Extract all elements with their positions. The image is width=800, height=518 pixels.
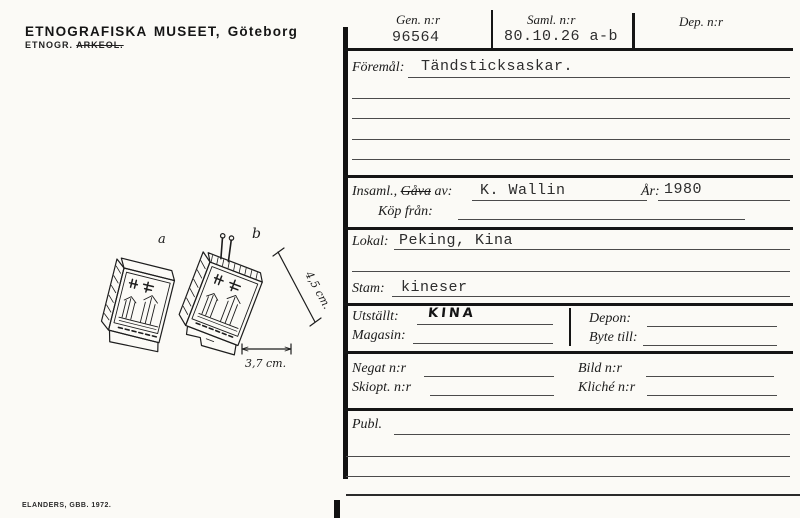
- depon-label: Depon:: [589, 311, 631, 326]
- section-separator: [344, 227, 793, 230]
- matchbox-a-sketch: [97, 257, 177, 354]
- utstallt-label: Utställt:: [352, 309, 399, 324]
- magasin-rule: [413, 343, 553, 344]
- section-separator: [344, 351, 793, 354]
- section-separator: [344, 408, 793, 411]
- blank-rule: [352, 98, 790, 99]
- byte-till-label: Byte till:: [589, 330, 638, 345]
- gen-nr-label: Gen. n:r: [396, 12, 441, 27]
- museum-title: ETNOGRAFISKA MUSEET, Göteborg: [25, 24, 299, 39]
- department-struck-text: ARKEOL.: [76, 40, 124, 50]
- byte-till-rule: [643, 345, 777, 346]
- department-prefix: ETNOGR.: [25, 40, 74, 50]
- blank-rule: [352, 271, 790, 272]
- matchbox-b-label: b: [252, 226, 261, 242]
- stam-rule: [392, 296, 790, 297]
- negat-nr-label: Negat n:r: [352, 361, 407, 376]
- bottom-edge-line: [346, 494, 800, 496]
- insaml-value: K. Wallin: [480, 182, 566, 199]
- printer-mark: ELANDERS, GBB. 1972.: [22, 502, 112, 509]
- dimension-height-label: 4,5 cm.: [302, 269, 334, 312]
- dimension-width-line: [242, 344, 291, 354]
- negat-nr-rule: [424, 376, 554, 377]
- blank-rule: [352, 159, 790, 160]
- blank-rule: [352, 139, 790, 140]
- kliche-nr-label: Kliché n:r: [578, 380, 636, 395]
- insaml-label-struck: Gåva: [400, 184, 431, 199]
- bild-nr-rule: [646, 376, 774, 377]
- ar-rule: [658, 200, 790, 201]
- skiopt-nr-label: Skiopt. n:r: [352, 380, 412, 395]
- header-divider-1: [491, 10, 493, 48]
- matchbox-sketch: [92, 222, 337, 377]
- gen-nr-value: 96564: [392, 29, 440, 46]
- dep-nr-label: Dep. n:r: [679, 14, 724, 29]
- depon-rule: [647, 326, 777, 327]
- blank-rule: [346, 476, 790, 477]
- dimension-width-label: 3,7 cm.: [245, 357, 287, 370]
- card-left-border: [343, 27, 348, 479]
- blank-rule: [352, 118, 790, 119]
- kop-fran-label: Köp från:: [378, 204, 433, 219]
- section-separator: [344, 175, 793, 178]
- insaml-label-part1: Insaml.,: [352, 184, 398, 199]
- lokal-value: Peking, Kina: [399, 232, 514, 249]
- museum-department: [25, 40, 124, 50]
- blank-rule: [346, 456, 790, 457]
- header-bottom-line: [344, 48, 793, 51]
- saml-nr-value: 80.10.26 a-b: [504, 28, 619, 45]
- matchbox-a-label: a: [158, 232, 166, 247]
- publ-rule: [394, 434, 790, 435]
- utstallt-rule: [417, 324, 553, 325]
- stam-label: Stam:: [352, 281, 385, 296]
- stam-value: kineser: [401, 279, 468, 296]
- utstallt-value: KINA: [427, 306, 477, 321]
- header-divider-2: [632, 13, 635, 48]
- foremal-label: Föremål:: [352, 60, 405, 75]
- magasin-label: Magasin:: [352, 328, 406, 343]
- publ-label: Publ.: [352, 417, 382, 432]
- lokal-rule: [394, 249, 790, 250]
- ar-value: 1980: [664, 181, 703, 198]
- insaml-rule: [472, 200, 647, 201]
- skiopt-nr-rule: [430, 395, 554, 396]
- insaml-label-part2: av:: [434, 184, 453, 199]
- kliche-nr-rule: [647, 395, 777, 396]
- bottom-edge-tick: [334, 500, 340, 518]
- ar-label: År:: [641, 184, 660, 199]
- saml-nr-label: Saml. n:r: [527, 12, 576, 27]
- matchbox-b-sketch: [172, 228, 274, 357]
- bild-nr-label: Bild n:r: [578, 361, 622, 376]
- foremal-rule: [408, 77, 790, 78]
- lokal-label: Lokal:: [352, 234, 389, 249]
- insaml-label: [352, 184, 452, 200]
- section-separator: [344, 303, 793, 306]
- foremal-value: Tändsticksaskar.: [421, 58, 574, 75]
- kop-fran-rule: [458, 219, 745, 220]
- utstallt-column-divider: [569, 308, 571, 346]
